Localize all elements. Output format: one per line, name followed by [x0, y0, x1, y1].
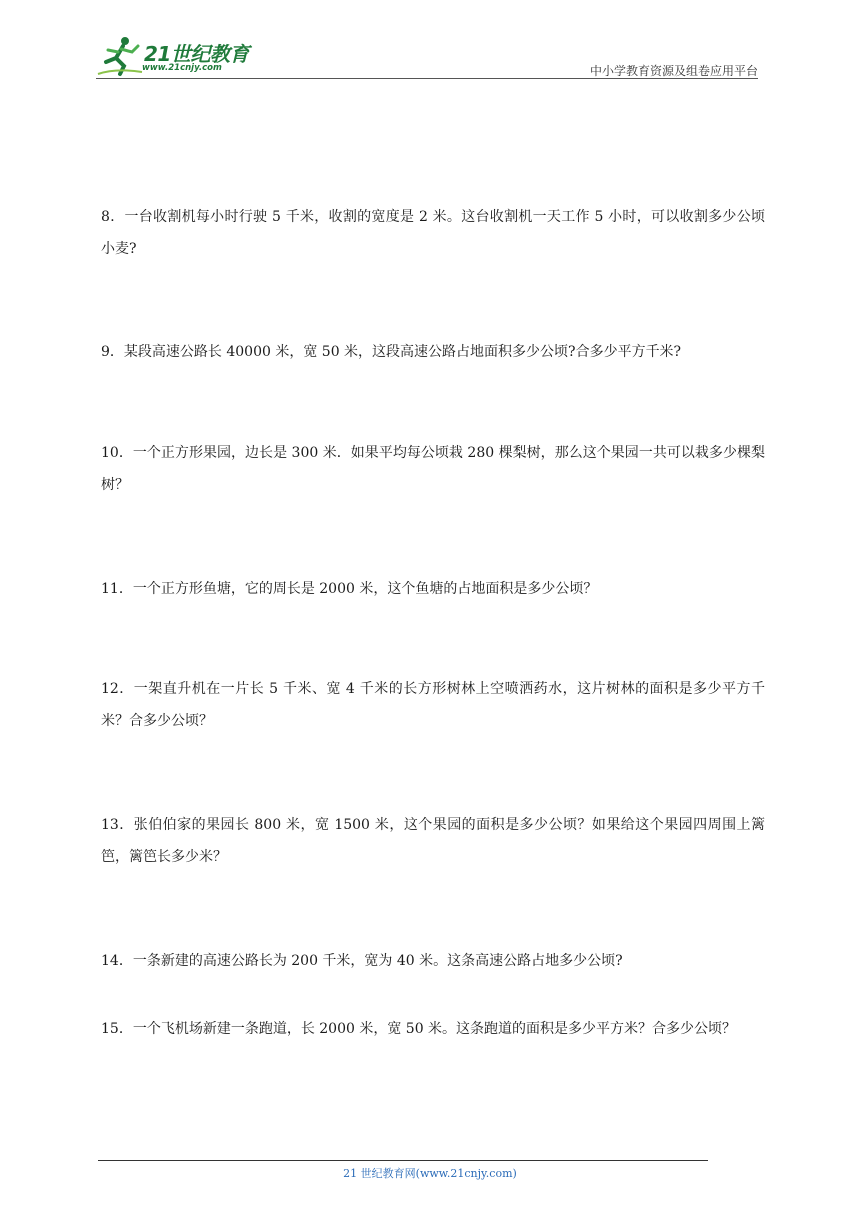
question-15: 15．一个飞机场新建一条跑道，长 2000 米，宽 50 米。这条跑道的面积是多少平方米？合多少公顷？: [101, 1021, 737, 1037]
footer-divider: [98, 1160, 708, 1161]
question-8: 8．一台收割机每小时行驶 5 千米，收割的宽度是 2 米。这台收割机一天工作 5 小时，可以收割多少公顷小麦?: [101, 209, 765, 257]
question-14: 14．一条新建的高速公路长为 200 千米，宽为 40 米。这条高速公路占地多少公顷?: [101, 953, 623, 969]
site-logo[interactable]: [96, 34, 266, 78]
question-9: 9．某段高速公路长 40000 米，宽 50 米，这段高速公路占地面积多少公顷?合多少平方千米?: [101, 344, 682, 360]
question-12: 12．一架直升机在一片长 5 千米、宽 4 千米的长方形树林上空喷洒药水，这片树林的面积是多少平方千米？合多少公顷？: [101, 681, 765, 729]
question-11: 11．一个正方形鱼塘，它的周长是 2000 米，这个鱼塘的占地面积是多少公顷？: [101, 581, 598, 597]
footer-link[interactable]: 21 世纪教育网(www.21cnjy.com): [343, 1167, 517, 1180]
runner-logo-icon: [96, 34, 144, 78]
logo-url: www.21cnjy.com: [142, 63, 222, 73]
logo-wordmark: 21世纪教育: [144, 42, 249, 66]
page-header: [96, 30, 758, 78]
question-10: 10．一个正方形果园，边长是 300 米．如果平均每公顷栽 280 棵梨树，那么这个果园一共可以栽多少棵梨树？: [101, 445, 765, 493]
header-tagline: 中小学教育资源及组卷应用平台: [589, 64, 758, 78]
question-13: 13．张伯伯家的果园长 800 米，宽 1500 米，这个果园的面积是多少公顷？如果给这个果园四周围上篱笆，篱笆长多少米？: [101, 817, 765, 865]
header-divider: [96, 78, 758, 79]
